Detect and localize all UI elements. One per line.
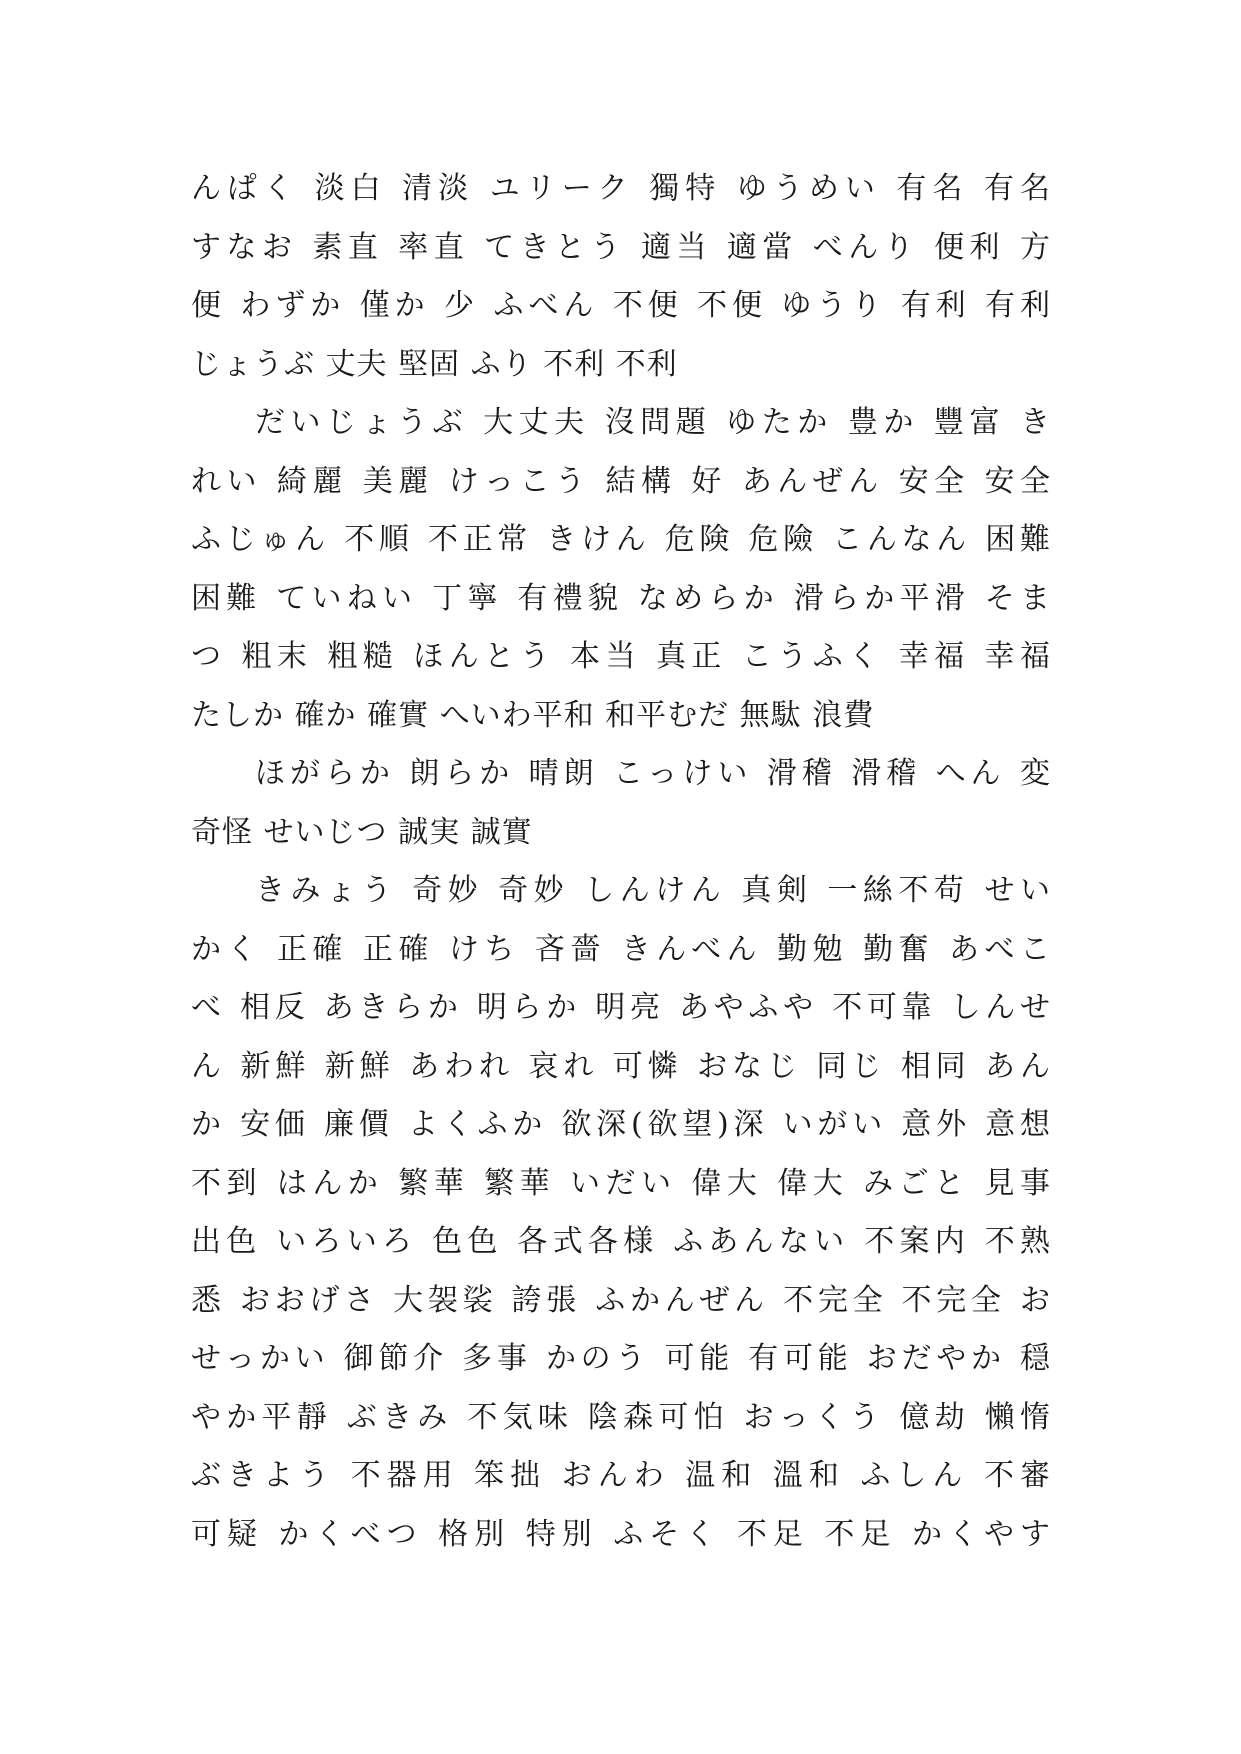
- body-text: [191, 160, 1051, 1564]
- text-line: 不到 はんか 繁華 繁華 いだい 偉大 偉大 みごと 見事: [191, 1165, 1051, 1201]
- text-line: やか平靜 ぶきみ 不気味 陰森可怕 おっくう 億劫 懶惰: [191, 1399, 1051, 1435]
- text-line: かく 正確 正確 けち 吝嗇 きんべん 勤勉 勤奮 あべこ: [191, 931, 1051, 967]
- text-line: べ 相反 あきらか 明らか 明亮 あやふや 不可靠 しんせ: [191, 990, 1051, 1025]
- text-line: たしか 確か 確實 へいわ平和 和平むだ 無駄 浪費: [191, 697, 875, 733]
- text-line: 可疑 かくべつ 格別 特別 ふそく 不足 不足 かくやす: [191, 1516, 1051, 1552]
- text-line: 悉 おおげさ 大袈裟 誇張 ふかんぜん 不完全 不完全 お: [191, 1282, 1051, 1318]
- text-line: つ 粗末 粗糙 ほんとう 本当 真正 こうふく 幸福 幸福: [191, 639, 1051, 674]
- text-line: 出色 いろいろ 色色 各式各様 ふあんない 不案内 不熟: [191, 1224, 1051, 1259]
- text-line: れい 綺麗 美麗 けっこう 結構 好 あんぜん 安全 安全: [191, 463, 1051, 499]
- text-line: 便 わずか 僅か 少 ふべん 不便 不便 ゆうり 有利 有利: [191, 288, 1051, 323]
- text-line: ぶきよう 不器用 笨拙 おんわ 温和 溫和 ふしん 不審: [191, 1458, 1051, 1493]
- paragraph-start-line: きみょう 奇妙 奇妙 しんけん 真剣 一絲不苟 せい: [255, 873, 1051, 908]
- text-line: んぱく 淡白 清淡 ユリーク 獨特 ゆうめい 有名 有名: [191, 171, 1051, 206]
- text-line: ふじゅん 不順 不正常 きけん 危険 危險 こんなん 困難: [191, 522, 1051, 557]
- text-line: 困難 ていねい 丁寧 有禮貌 なめらか 滑らか平滑 そま: [191, 580, 1051, 616]
- text-line: じょうぶ 丈夫 堅固 ふり 不利 不利: [191, 346, 678, 382]
- paragraph-start-line: だいじょうぶ 大丈夫 沒問題 ゆたか 豊か 豐富 き: [255, 405, 1051, 440]
- text-line: か 安価 廉價 よくふか 欲深(欲望)深 いがい 意外 意想: [191, 1107, 1051, 1142]
- text-line: ん 新鮮 新鮮 あわれ 哀れ 可憐 おなじ 同じ 相同 あん: [191, 1048, 1051, 1084]
- text-line: 奇怪 せいじつ 誠実 誠實: [191, 814, 533, 850]
- text-line: せっかい 御節介 多事 かのう 可能 有可能 おだやか 穏: [191, 1341, 1051, 1376]
- paragraph-start-line: ほがらか 朗らか 晴朗 こっけい 滑稽 滑稽 へん 変: [255, 756, 1051, 791]
- text-line: すなお 素直 率直 てきとう 適当 適當 べんり 便利 方: [191, 229, 1051, 265]
